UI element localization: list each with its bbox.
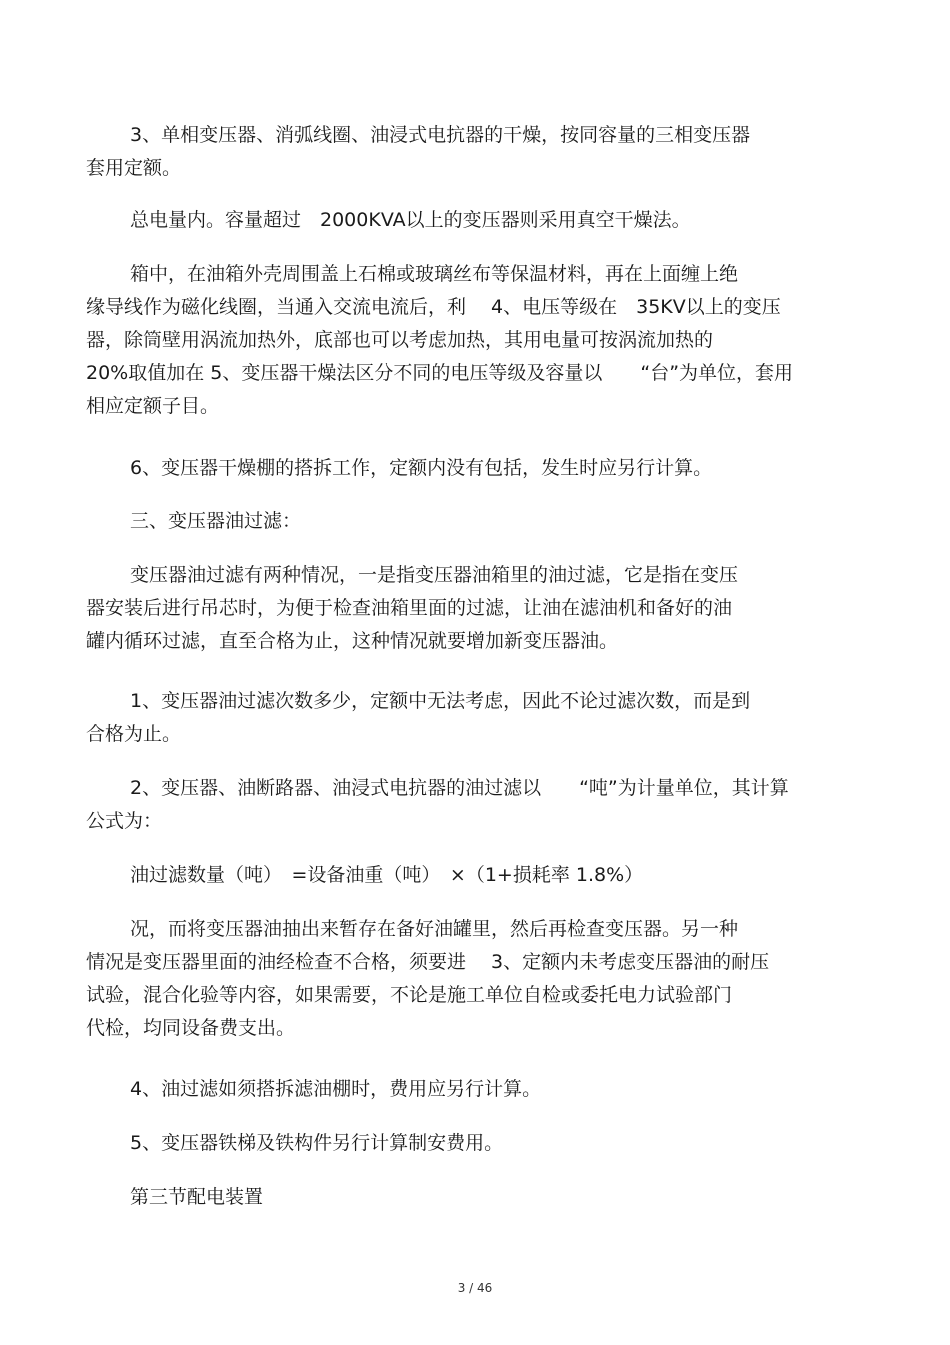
paragraph-11 — [86, 1073, 856, 1106]
paragraph-line: 20%取值加在 5、变压器干燥法区分不同的电压等级及容量以 “台”为单位，套用 — [86, 362, 794, 384]
paragraph-line: 油过滤数量（吨） =设备油重（吨） ×（1+损耗率 1.8%） — [130, 864, 644, 886]
section-heading-oil-filtering — [86, 505, 856, 538]
paragraph-6 — [86, 559, 856, 658]
paragraph-line: 公式为： — [86, 810, 163, 832]
paragraph-line: 代检，均同设备费支出。 — [86, 1017, 296, 1039]
paragraph-line: 箱中，在油箱外壳周围盖上石棉或玻璃丝布等保温材料，再在上面缠上绝 — [130, 263, 739, 285]
paragraph-line: 2、变压器、油断路器、油浸式电抗器的油过滤以 “吨”为计量单位，其计算 — [130, 777, 789, 799]
paragraph-line: 套用定额。 — [86, 157, 182, 179]
paragraph-line: 6、变压器干燥棚的搭拆工作，定额内没有包括，发生时应另行计算。 — [130, 457, 713, 479]
paragraph-line: 合格为止。 — [86, 723, 182, 745]
paragraph-line: 相应定额子目。 — [86, 395, 220, 417]
paragraph-2 — [86, 204, 856, 237]
paragraph-line: 三、变压器油过滤： — [130, 510, 302, 532]
paragraph-line: 器，除筒壁用涡流加热外，底部也可以考虑加热，其用电量可按涡流加热的 — [86, 329, 714, 351]
page-number: 3 / 46 — [457, 1281, 493, 1295]
paragraph-12 — [86, 1127, 856, 1160]
section-heading-distribution — [86, 1181, 856, 1214]
paragraph-line: 变压器油过滤有两种情况，一是指变压器油箱里的油过滤，它是指在变压 — [130, 564, 739, 586]
paragraph-line: 3、单相变压器、消弧线圈、油浸式电抗器的干燥，按同容量的三相变压器 — [130, 124, 751, 146]
paragraph-line: 况，而将变压器油抽出来暂存在备好油罐里，然后再检查变压器。另一种 — [130, 918, 739, 940]
paragraph-10 — [86, 913, 856, 1045]
paragraph-line: 缘导线作为磁化线圈，当通入交流电流后，利 4、电压等级在 35KV以上的变压 — [86, 296, 781, 318]
paragraph-8 — [86, 772, 856, 838]
paragraph-line: 器安装后进行吊芯时，为便于检查油箱里面的过滤，让油在滤油机和备好的油 — [86, 597, 733, 619]
formula-line — [86, 859, 856, 892]
paragraph-7 — [86, 685, 856, 751]
paragraph-line: 罐内循环过滤，直至合格为止，这种情况就要增加新变压器油。 — [86, 630, 619, 652]
paragraph-line: 第三节配电装置 — [130, 1186, 264, 1208]
paragraph-line: 情况是变压器里面的油经检查不合格，须要进 3、定额内未考虑变压器油的耐压 — [86, 951, 770, 973]
paragraph-line: 试验，混合化验等内容，如果需要，不论是施工单位自检或委托电力试验部门 — [86, 984, 733, 1006]
paragraph-line: 总电量内。容量超过 2000KVA以上的变压器则采用真空干燥法。 — [130, 209, 691, 231]
paragraph-3 — [86, 258, 856, 423]
paragraph-1 — [86, 119, 856, 185]
paragraph-line: 1、变压器油过滤次数多少，定额中无法考虑，因此不论过滤次数，而是到 — [130, 690, 751, 712]
paragraph-line: 5、变压器铁梯及铁构件另行计算制安费用。 — [130, 1132, 504, 1154]
paragraph-line: 4、油过滤如须搭拆滤油棚时，费用应另行计算。 — [130, 1078, 542, 1100]
paragraph-4 — [86, 452, 856, 485]
